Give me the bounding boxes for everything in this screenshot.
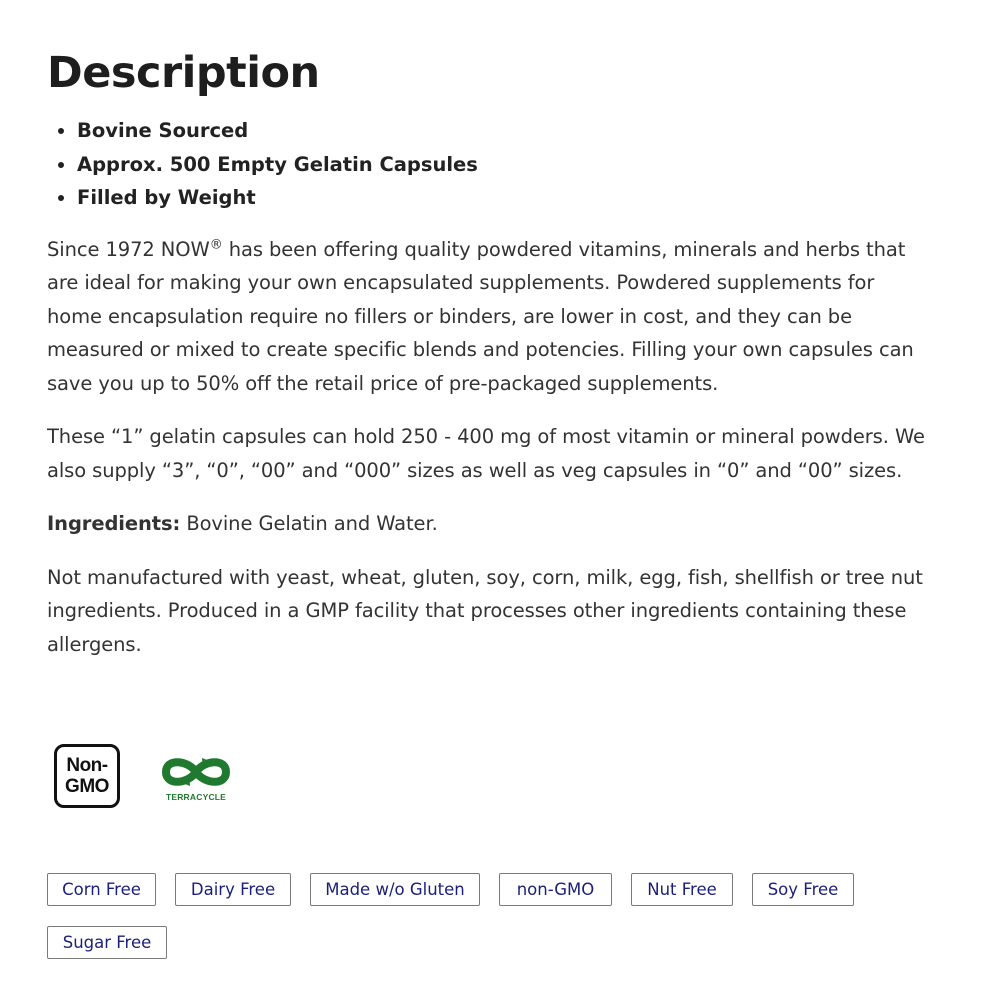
- ingredients-paragraph: [47, 507, 927, 541]
- intro-text-rest: has been offering quality powdered vitamins, minerals and herbs that are ideal for making your own encapsulated supplements. Powdered supplements for home encapsulation require no fillers or binders, are lower in cost, and they can be measured or mixed to create specific blends and potencies. Filling your own capsules can save you up to 50% off the retail price of pre-packaged supplements.: [47, 237, 914, 395]
- tag-sugar-free[interactable]: Sugar Free: [47, 926, 167, 959]
- capsule-size-paragraph: These “1” gelatin capsules can hold 250 - 400 mg of most vitamin or mineral powders. We also supply “3”, “0”, “00” and “000” sizes as well as veg capsules in “0” and “00” sizes.: [47, 425, 925, 482]
- non-gmo-line1: Non-: [66, 755, 108, 776]
- feature-bullet: • Filled by Weight: [77, 181, 927, 215]
- registered-mark: ®: [209, 237, 223, 252]
- page-title: Description: [47, 48, 320, 98]
- terracycle-label: TERRACYCLE: [165, 792, 227, 802]
- feature-bullet: • Bovine Sourced: [77, 114, 927, 148]
- tag-nut-free[interactable]: Nut Free: [631, 873, 733, 906]
- tag-soy-free[interactable]: Soy Free: [752, 873, 854, 906]
- tag-non-gmo[interactable]: non-GMO: [499, 873, 612, 906]
- tag-list: [47, 873, 927, 979]
- feature-bullet: • Approx. 500 Empty Gelatin Capsules: [77, 148, 927, 182]
- intro-text-start: Since 1972 NOW: [47, 237, 210, 261]
- terracycle-logo-icon: [158, 752, 234, 808]
- tag-made-without-gluten[interactable]: Made w/o Gluten: [310, 873, 480, 906]
- feature-list: [47, 114, 927, 215]
- non-gmo-badge-icon: [54, 744, 120, 808]
- ingredients-text: Bovine Gelatin and Water.: [180, 512, 438, 535]
- terracycle-infinity-icon: [158, 752, 234, 792]
- tag-dairy-free[interactable]: Dairy Free: [175, 873, 291, 906]
- ingredients-label: Ingredients:: [47, 512, 181, 535]
- non-gmo-line2: GMO: [65, 776, 109, 797]
- allergen-paragraph: Not manufactured with yeast, wheat, gluten, soy, corn, milk, egg, fish, shellfish or tree nut ingredients. Produced in a GMP facility that processes other ingredients containing these allergens.: [47, 565, 923, 656]
- tag-row: [47, 926, 927, 979]
- tag-row: [47, 873, 927, 926]
- intro-paragraph: [47, 233, 927, 401]
- tag-corn-free[interactable]: Corn Free: [47, 873, 156, 906]
- description-section: [47, 44, 927, 661]
